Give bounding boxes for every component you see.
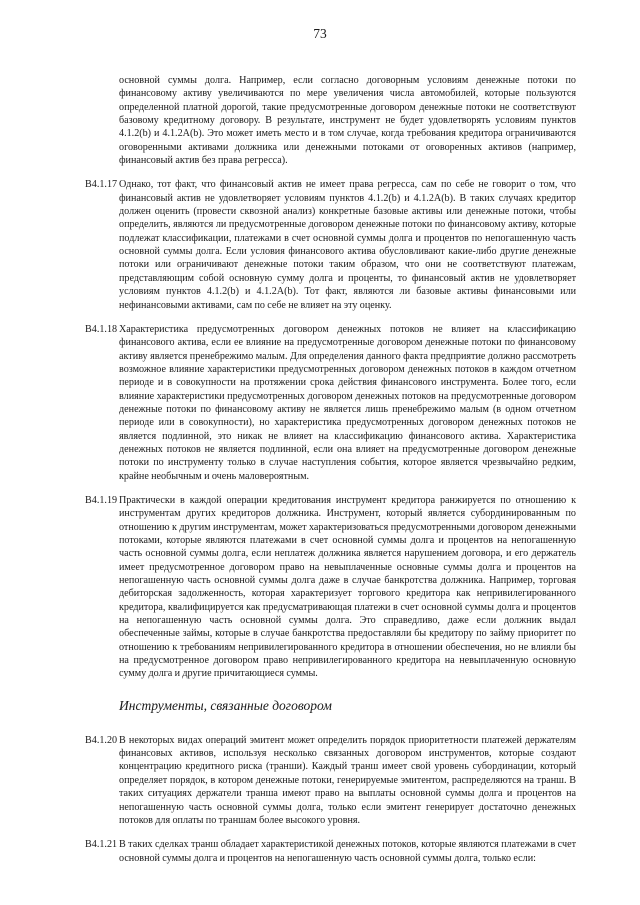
paragraph-b4-1-18	[85, 323, 576, 483]
paragraph-b4-1-21	[85, 838, 576, 865]
paragraph-b4-1-20	[85, 734, 576, 827]
paragraph-b4-1-17	[85, 178, 576, 311]
paragraph-text: В таких сделках транш обладает характеристикой денежных потоков, которые являются платежами в счет основной суммы долга и процентов на непогашенную часть основной суммы долга, только если:	[119, 839, 576, 864]
paragraph-number: B4.1.21	[85, 839, 118, 851]
paragraph-text: Однако, тот факт, что финансовый актив не имеет права регресса, сам по себе не говорит о том, что финансовый актив не удовлетворяет условиям пунктов 4.1.2(b) и 4.1.2A(b). В таких случаях кредитор должен оценить (провести сквозной анализ) конкретные базовые активы или денежные потоки, чтобы определить, являются ли предусмотренные договором денежные потоки по финансовому активу, которые подлежат классификации, платежами в счет основной суммы долга и процентов по непогашенную часть основной суммы долга. Если условия финансового актива обусловливают какие-либо другие денежные потоки или ограничивают денежные потоки таким образом, что они не соответствуют платежам, представляющим собой основную сумму долга и проценты, то финансовый актив не удовлетворяет условиям пунктов 4.1.2(b) и 4.1.2A(b). Тот факт, являются ли базовые активы финансовыми или нефинансовыми активами, сам по себе не влияет на эту оценку.	[119, 179, 576, 311]
paragraph-text: Характеристика предусмотренных договором денежных потоков не влияет на классификацию финансового актива, если ее влияние на предусмотренные договором денежные потоки по финансовому активу является пренебрежимо малым. Для определения данного факта предприятие должно рассмотреть возможное влияние характеристики предусмотренных договором денежных потоков в каждом отчетном периоде и в совокупности на протяжении срока действия финансового инструмента. Более того, если влияние характеристики предусмотренных договором денежных потоков на предусмотренные договором денежные потоки по финансовому активу не является лишь пренебрежимо малым (в одном отчетном периоде или в совокупности), но характеристика предусмотренных договором денежных потоков не является подлинной, это никак не влияет на классификацию финансового актива. Характеристика денежных потоков не является подлинной, если она влияет на предусмотренные договором денежные потоки по инструменту только в случае наступления события, которое является чрезвычайно редким, крайне необычным и очень маловероятным.	[119, 323, 576, 482]
paragraph-b4-1-19	[85, 494, 576, 681]
paragraph-number: B4.1.19	[85, 494, 118, 506]
continuation-paragraph: основной суммы долга. Например, если согласно договорным условиям денежные потоки по финансовому активу увеличиваются по мере увеличения числа автомобилей, которые пользуются определенной платной дорогой, такие предусмотренные договором денежные потоки не соответствуют базовому кредитному договору. В результате, инструмент не будет удовлетворять условиям пунктов 4.1.2(b) и 4.1.2A(b). Это может иметь место и в том случае, когда требования кредитора ограничиваются оговоренными активами должника или денежными потоками от оговоренных активов (например, финансовый актив без права регресса).	[119, 75, 576, 167]
paragraph-number: B4.1.17	[85, 179, 118, 191]
paragraph-text: Практически в каждой операции кредитования инструмент кредитора ранжируется по отношению к инструментам других кредиторов должника. Инструмент, который является субординированным по отношению к другим инструментам, может характеризоваться предусмотренными договором денежными потоками, которые являются платежами в счет основной суммы долга и процентов на непогашенную часть основной суммы долга, если неплатеж должника является нарушением договора, и его держатель имеет предусмотренное договором право на невыплаченные основные суммы долга и процентов на непогашенную часть основной суммы долга даже в случае банкротства должника. Например, торговая дебиторская задолженность, которая характеризует торгового кредитора как непривилегированного кредитора, квалифицируется как предусматривающая платежи в счет основной суммы долга и процентов на непогашенную часть основной суммы долга. Это справедливо, даже если должник выдал обеспеченные займы, которые в случае банкротства предоставляли бы кредитору по займу приоритет по отношению к требованиям непривилегированного кредитора в отношении обеспечения, но не влияли бы на предусмотренное договором право непривилегированного кредитора на невыплаченную основную сумму долга и другие причитающиеся суммы.	[119, 494, 576, 680]
page-content	[85, 74, 576, 876]
page-number: 73	[313, 26, 327, 41]
paragraph-number: B4.1.20	[85, 734, 118, 746]
paragraph-text: В некоторых видах операций эмитент может определить порядок приоритетности платежей держателям финансовых активов, используя несколько связанных договором инструментов, которые создают концентрацию кредитного риска (транши). Каждый транш имеет свой уровень субординации, который определяет порядок, в котором денежные потоки, генерируемые эмитентом, распределяются на транш. В таких ситуациях держатели транша имеют право на выплаты основной суммы долга и процентов на непогашенную часть основной суммы долга, только если эмитент генерирует достаточно денежных потоков для оплаты по траншам более высокого уровня.	[119, 734, 576, 826]
paragraph-number: B4.1.18	[85, 323, 118, 335]
section-heading: Инструменты, связанные договором	[119, 697, 332, 713]
